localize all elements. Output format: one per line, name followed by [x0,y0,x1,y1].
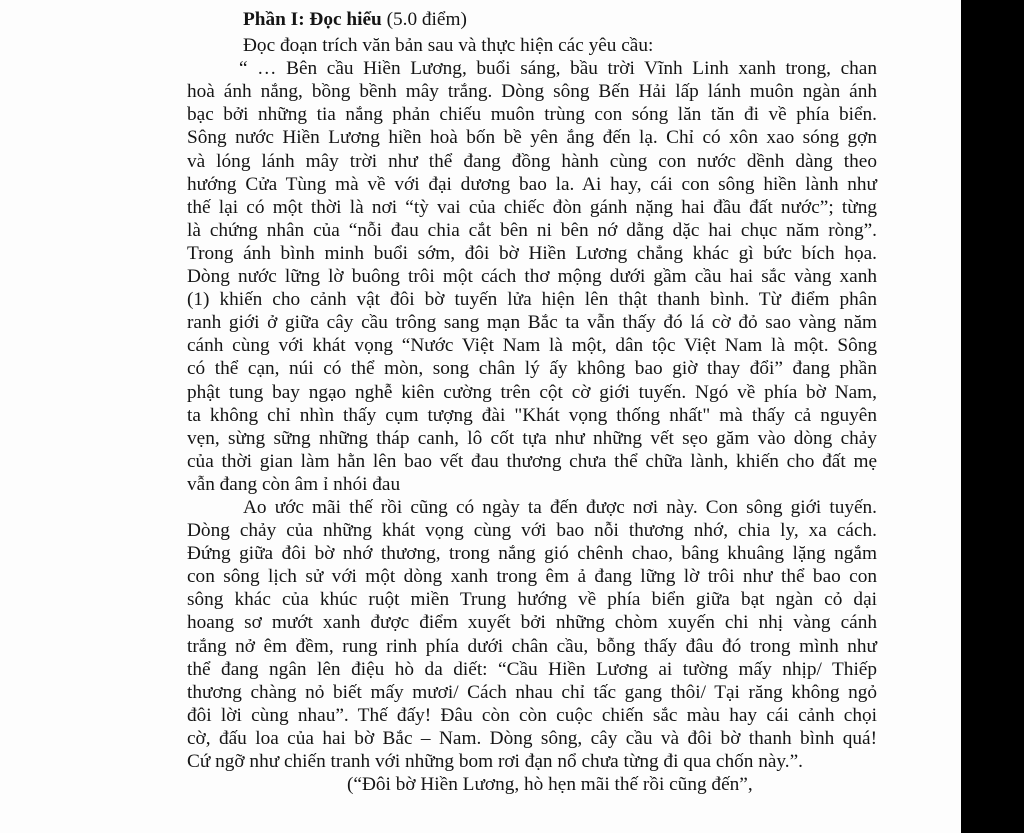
dark-page-edge [961,0,1024,833]
passage-line: và lóng lánh mây trời như thể đang đồng hành cùng con nước dềnh dàng theo [187,150,877,172]
passage-line: Đứng giữa đôi bờ nhớ thương, trong nắng gió chênh chao, bâng khuâng lặng ngắm [187,543,877,565]
passage-line: hoà ánh nắng, bồng bềnh mây trắng. Dòng sông Bến Hải lấp lánh muôn ngàn ánh [187,81,877,103]
passage-line: hướng Cửa Tùng mà về với đại dương bao la. Ai hay, cái con sông hiền lành như [187,173,877,195]
passage-line: vẹn, sừng sững những tháp canh, lô cốt tựa như những vết sẹo găm vào dòng chảy [187,427,877,449]
passage-line: là chứng nhân của “nỗi đau chia cắt bên ni bên nớ dằng dặc hai chục năm ròng”. [187,219,877,241]
passage-line: “ … Bên cầu Hiền Lương, buổi sáng, bầu trời Vĩnh Linh xanh trong, chan [239,58,877,80]
passage-line: thương chàng nỏ biết mấy mươi/ Cách nhau chỉ tấc gang thôi/ Tại răng không ngỏ [187,681,877,703]
passage-line: của thời gian làm hằn lên bao vết đau thương chưa thể chữa lành, khiến cho đất mẹ [187,450,877,472]
passage-paragraph-2 [187,496,877,773]
passage-line: thể đang ngân lên điệu hò da diết: “Cầu Hiền Lương ai tường mấy nhịp/ Thiếp [187,658,877,680]
section-title: Phần I: Đọc hiểu [243,9,382,30]
passage-line: có thể cạn, núi có thể mòn, song chân lý ấy không bao giờ thay đổi” đang phần [187,358,877,380]
passage-line: thế lại có một thời là nơi “tỳ vai của chiếc đòn gánh nặng hai đầu đất nước”; từng [187,196,877,218]
passage-paragraph-1 [187,57,877,496]
source-citation: (“Đôi bờ Hiền Lương, hò hẹn mãi thế rồi cũng đến”, [347,774,753,796]
passage-line: (1) khiến cho cảnh vật đôi bờ tuyến lửa hiện lên thật thanh bình. Từ điểm phân [187,289,877,311]
passage-line: Ao ước mãi thế rồi cũng có ngày ta đến được nơi này. Con sông giới tuyến. [243,496,877,518]
passage-line: sông khác của khúc ruột miền Trung hướng về phía biển giữa bạt ngàn cỏ dại [187,589,877,611]
passage-line: bạc bởi những tia nắng phản chiếu muôn trùng con sóng lăn tăn đi về phía biển. [187,104,877,126]
passage-line: đôi lời cùng nhau”. Thế đấy! Đâu còn còn cuộc chiến sắc màu hay cái cảnh chọi [187,704,877,726]
section-score: (5.0 điểm) [386,9,467,30]
passage-line: cờ, đấu loa của hai bờ Bắc – Nam. Dòng sông, cây cầu và đôi bờ thanh bình quá! [187,727,877,749]
passage-line: Dòng nước lững lờ buông trôi một cách thơ mộng dưới gầm cầu hai sắc vàng xanh [187,266,877,288]
passage-line: ta không chỉ nhìn thấy cụm tượng đài "Khát vọng thống nhất" mà thấy cả nguyên [187,404,877,426]
instruction-line: Đọc đoạn trích văn bản sau và thực hiện các yêu cầu: [243,35,654,57]
passage-line: con sông lịch sử với một dòng xanh trong êm ả đang lững lờ trôi như thể bao con [187,566,877,588]
passage-line: trắng nở êm đềm, rung rinh phía dưới chân cầu, bỗng thấy đâu đó trong mình như [187,635,877,657]
passage-line: phật tung bay ngạo nghễ kiên cường trên cột cờ giới tuyến. Ngó về phía bờ Nam, [187,381,877,403]
passage-line: Cứ ngỡ như chiến tranh với những bom rơi đạn nổ chưa từng đi qua chốn này.”. [187,751,803,772]
document-page [187,8,877,796]
passage-line: cánh cùng với khát vọng “Nước Việt Nam là một, dân tộc Việt Nam là một. Sông [187,335,877,357]
passage-line: Dòng chảy của những khát vọng cùng với bao nỗi thương nhớ, chia ly, xa cách. [187,520,877,542]
passage-line: Sông nước Hiền Lương hiền hoà bốn bề yên ắng đến lạ. Chỉ có xôn xao sóng gợn [187,127,877,149]
passage-line: hoang sơ mướt xanh được điểm xuyết bởi những chòm xuyến chi nhị vàng cánh [187,612,877,634]
section-heading [187,8,877,31]
passage-line: ranh giới ở giữa cây cầu trông sang mạn Bắc ta vẫn thấy đó lá cờ đỏ sao vàng năm [187,312,877,334]
passage-line: vẫn đang còn âm ỉ nhói đau [187,473,401,495]
passage-line: Trong ánh bình minh buổi sớm, đôi bờ Hiền Lương chẳng khác gì bức bích họa. [187,242,877,264]
